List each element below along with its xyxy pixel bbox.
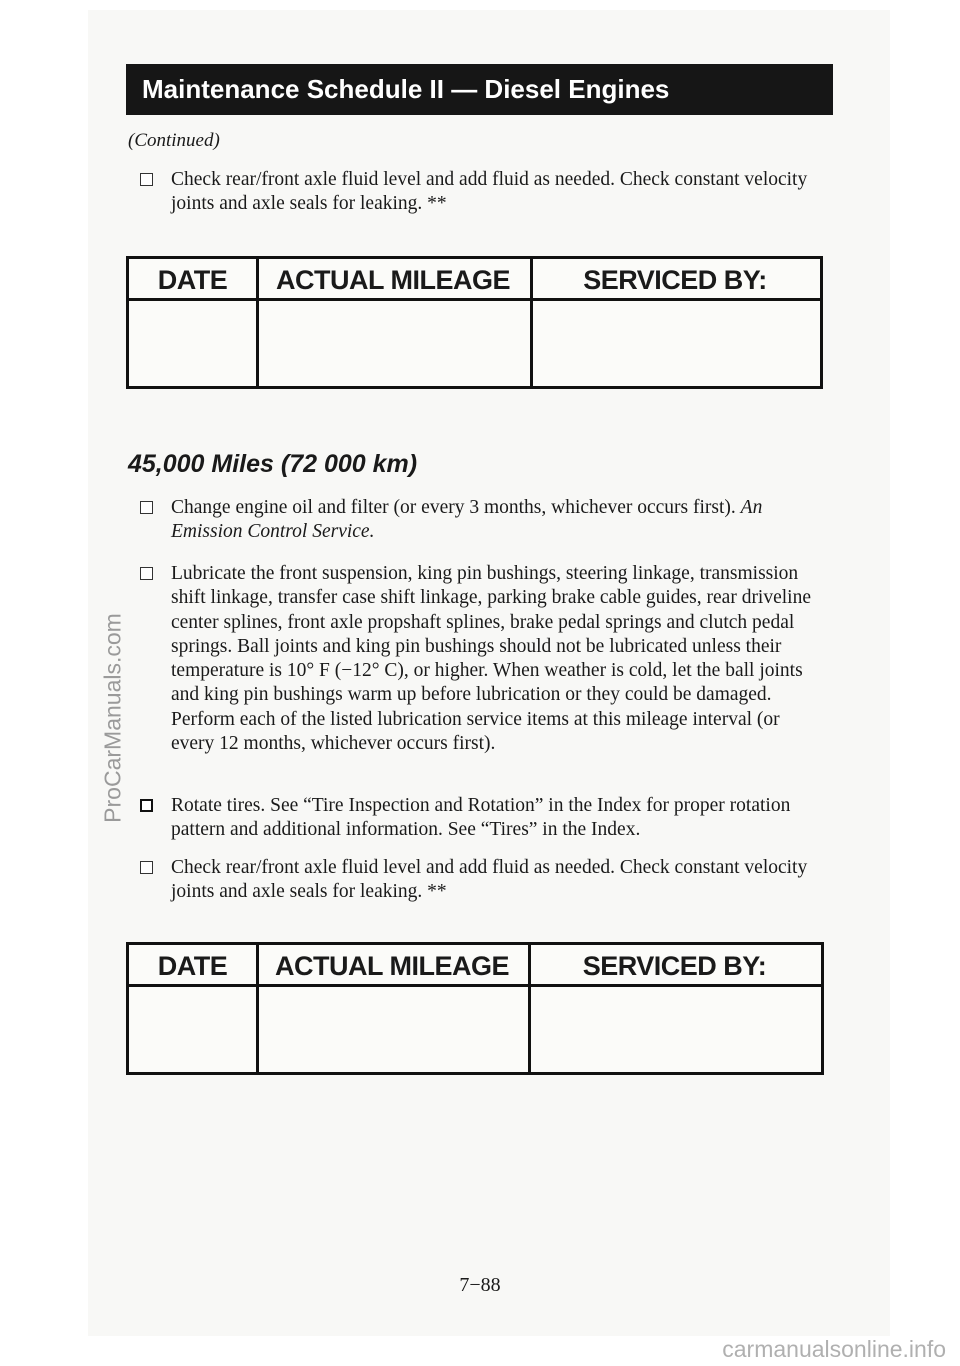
checklist-item [140, 794, 820, 843]
column-header-date: DATE [157, 265, 228, 295]
emission-control-note: An Emission Control Service. [171, 497, 763, 543]
column-header-serviced-by: SERVICED BY: [582, 951, 767, 981]
checkbox-icon[interactable] [140, 567, 153, 580]
service-log-table [126, 942, 824, 1075]
checkbox-icon[interactable] [140, 173, 153, 186]
checklist-item [140, 562, 820, 756]
checklist-item [140, 168, 820, 217]
page-header-title: Maintenance Schedule II — Diesel Engines [126, 64, 833, 115]
checklist-item [140, 856, 820, 905]
column-header-actual-mileage: ACTUAL MILEAGE [275, 951, 509, 981]
continued-label: (Continued) [128, 130, 220, 151]
checklist-item [140, 496, 820, 545]
watermark-carmanualsonline: carmanualsonline.info [722, 1336, 946, 1362]
checklist-item-text: Check rear/front axle fluid level and add fluid as needed. Check constant velocity joints and axle seals for leaking. ** [171, 169, 808, 215]
checklist-item-text: Check rear/front axle fluid level and add fluid as needed. Check constant velocity joints and axle seals for leaking. ** [171, 857, 808, 903]
page-number: 7−88 [459, 1274, 501, 1296]
service-log-table [126, 256, 823, 389]
column-header-serviced-by: SERVICED BY: [583, 265, 767, 295]
watermark-procarmanuals: ProCarManuals.com [99, 613, 126, 823]
column-header-actual-mileage: ACTUAL MILEAGE [276, 265, 510, 295]
checkbox-icon[interactable] [140, 501, 153, 514]
checklist-item-text: Rotate tires. See “Tire Inspection and Rotation” in the Index for proper rotation pattern and additional information. See “Tires” in the Index. [171, 795, 791, 841]
checkbox-icon[interactable] [140, 861, 153, 874]
checklist-item-text: Lubricate the front suspension, king pin bushings, steering linkage, transmission shift linkage, transfer case shift linkage, parking brake cable guides, rear driveline center splines, front axle propshaft splines, brake pedal springs and clutch pedal springs. Ball joints and king pin bushings should not be lubricated unless their temperature is 10° F (−12° C), or higher. When weather is cold, let the ball joints and king pin bushings warm up before lubrication or they could be damaged. Perform each of the listed lubrication service items at this mileage interval (or every 12 months, whichever occurs first). [171, 563, 811, 755]
column-header-date: DATE [157, 951, 228, 981]
section-title: 45,000 Miles (72 000 km) [128, 450, 418, 478]
checklist-item-text: Change engine oil and filter (or every 3 months, whichever occurs first). An Emission Control Service. [171, 497, 763, 543]
checkbox-icon[interactable] [140, 799, 153, 812]
